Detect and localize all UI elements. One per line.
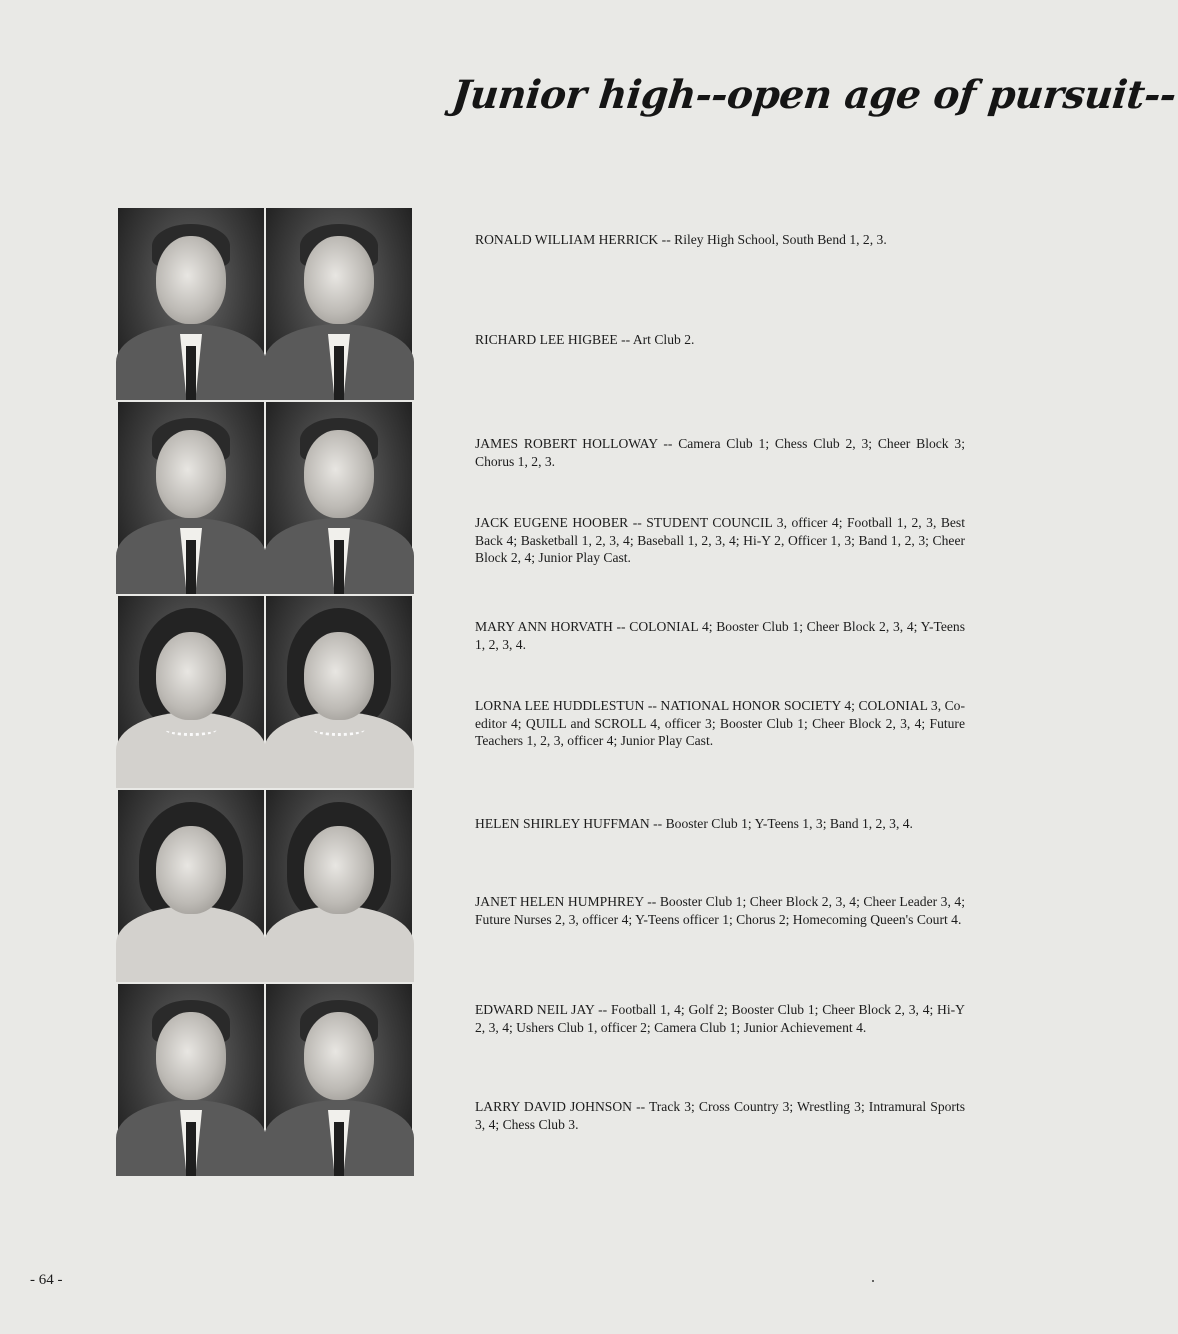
portrait-photo-holloway bbox=[118, 402, 264, 594]
bio-entry bbox=[475, 815, 965, 833]
bio-entry bbox=[475, 231, 965, 249]
portrait-photo-herrick bbox=[118, 208, 264, 400]
student-activities: -- Football 1, 4; Golf 2; Booster Club 1; Cheer Block 2, 3, 4; Hi-Y 2, 3, 4; Ushers Club 1, officer 2; Camera Club 1; Junior Achievement 4. bbox=[475, 1002, 965, 1035]
student-name: JANET HELEN HUMPHREY bbox=[475, 894, 644, 909]
student-name: MARY ANN HORVATH bbox=[475, 619, 613, 634]
student-name: EDWARD NEIL JAY bbox=[475, 1002, 595, 1017]
bio-entry bbox=[475, 1001, 965, 1036]
student-activities: -- Booster Club 1; Cheer Block 2, 3, 4; Cheer Leader 3, 4; Future Nurses 2, 3, officer 4; Y-Teens officer 1; Chorus 2; Homecoming Queen's Court 4. bbox=[475, 894, 965, 927]
student-name: LARRY DAVID JOHNSON bbox=[475, 1099, 632, 1114]
bio-entry bbox=[475, 514, 965, 567]
portrait-photo-huddlestun bbox=[266, 596, 412, 788]
portrait-photo-humphrey bbox=[266, 790, 412, 982]
portrait-grid bbox=[118, 208, 412, 1176]
bio-entry bbox=[475, 435, 965, 470]
portrait-photo-johnson bbox=[266, 984, 412, 1176]
student-activities: -- Art Club 2. bbox=[621, 332, 695, 347]
bio-entry bbox=[475, 618, 965, 653]
student-name: JAMES ROBERT HOLLOWAY bbox=[475, 436, 658, 451]
portrait-photo-horvath bbox=[118, 596, 264, 788]
student-name: LORNA LEE HUDDLESTUN bbox=[475, 698, 645, 713]
bio-entry bbox=[475, 1098, 965, 1133]
student-activities: -- COLONIAL 4; Booster Club 1; Cheer Block 2, 3, 4; Y-Teens 1, 2, 3, 4. bbox=[475, 619, 965, 652]
student-activities: -- Riley High School, South Bend 1, 2, 3. bbox=[661, 232, 887, 247]
student-activities: -- STUDENT COUNCIL 3, officer 4; Football 1, 2, 3, Best Back 4; Basketball 1, 2, 3, 4; Baseball 1, 2, 3, 4; Hi-Y 2, Officer 1, 3; Band 1, 2, 3; Cheer Block 2, 4; Junior Play Cast. bbox=[475, 515, 965, 565]
student-name: JACK EUGENE HOOBER bbox=[475, 515, 629, 530]
page-title: Junior high--open age of pursuit-- bbox=[450, 72, 1178, 118]
student-activities: -- NATIONAL HONOR SOCIETY 4; COLONIAL 3, Co-editor 4; QUILL and SCROLL 4, officer 3; Booster Club 1; Cheer Block 2, 3, 4; Future Teachers 1, 2, 3, officer 4; Junior Play Cast. bbox=[475, 698, 965, 748]
student-name: HELEN SHIRLEY HUFFMAN bbox=[475, 816, 650, 831]
page-number: - 64 - bbox=[30, 1272, 63, 1288]
portrait-photo-huffman bbox=[118, 790, 264, 982]
student-activities: -- Track 3; Cross Country 3; Wrestling 3; Intramural Sports 3, 4; Chess Club 3. bbox=[475, 1099, 966, 1132]
bio-entry bbox=[475, 697, 965, 750]
portrait-photo-higbee bbox=[266, 208, 412, 400]
bio-entry bbox=[475, 893, 965, 928]
portrait-photo-hoober bbox=[266, 402, 412, 594]
student-name: RICHARD LEE HIGBEE bbox=[475, 332, 618, 347]
student-activities: -- Booster Club 1; Y-Teens 1, 3; Band 1, 2, 3, 4. bbox=[653, 816, 913, 831]
student-name: RONALD WILLIAM HERRICK bbox=[475, 232, 659, 247]
student-activities: -- Camera Club 1; Chess Club 2, 3; Cheer Block 3; Chorus 1, 2, 3. bbox=[475, 436, 965, 469]
print-speck bbox=[872, 1280, 874, 1282]
portrait-photo-jay bbox=[118, 984, 264, 1176]
bio-entry bbox=[475, 331, 965, 349]
